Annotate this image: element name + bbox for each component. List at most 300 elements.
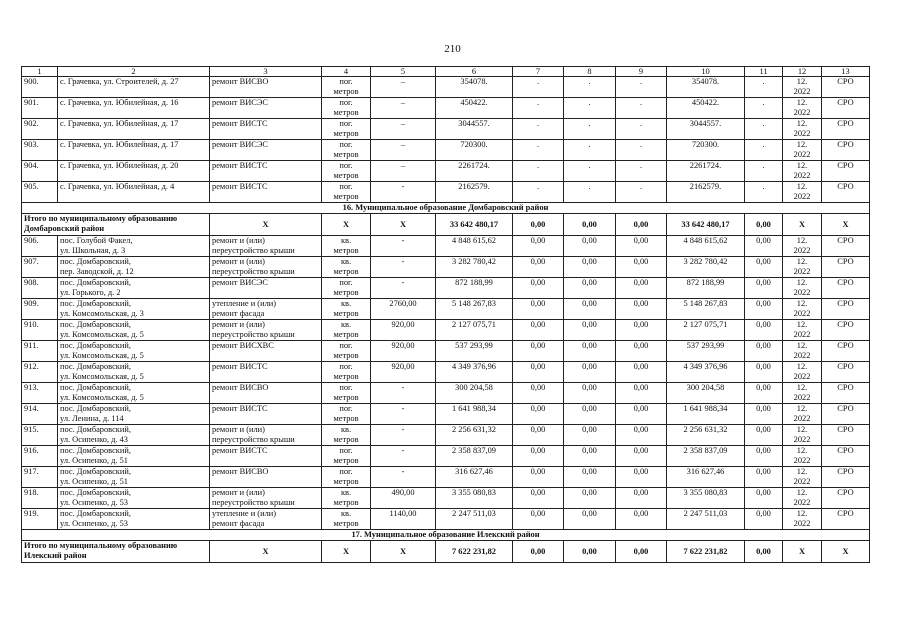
address-cell-line: ул. Осипенко, д. 43 bbox=[60, 434, 128, 444]
work-type-cell-line: утепление и (или) bbox=[212, 299, 277, 308]
row-number: 911. bbox=[22, 341, 58, 362]
work-type-cell-line: ремонт фасада bbox=[212, 518, 265, 528]
table-row bbox=[22, 98, 870, 119]
deadline-cell-line: 12. bbox=[796, 467, 808, 476]
cost-total-cell: 3 355 080,83 bbox=[436, 488, 513, 509]
unit-cell bbox=[322, 509, 371, 530]
address-cell bbox=[58, 299, 210, 320]
address-cell-line: пос. Домбаровский, bbox=[60, 467, 131, 476]
method-cell: СРО bbox=[822, 161, 870, 182]
column-header: 9 bbox=[616, 67, 667, 77]
unit-cell bbox=[322, 404, 371, 425]
row-number: 909. bbox=[22, 299, 58, 320]
work-type-cell bbox=[210, 182, 322, 203]
table-row bbox=[22, 257, 870, 278]
fund-cell: 0,00 bbox=[513, 446, 564, 467]
deadline-cell-line: 12. bbox=[796, 77, 808, 86]
local-budget-cell: 0,00 bbox=[616, 278, 667, 299]
area-cell: 2760,00 bbox=[371, 299, 436, 320]
unit-cell bbox=[322, 488, 371, 509]
deadline-cell-line: 12. bbox=[796, 404, 808, 413]
deadline-cell-line: 12. bbox=[796, 446, 808, 455]
table-row bbox=[22, 161, 870, 182]
method-cell: СРО bbox=[822, 425, 870, 446]
column-header: 7 bbox=[513, 67, 564, 77]
budget-cell: 0,00 bbox=[564, 383, 616, 404]
row-number: 913. bbox=[22, 383, 58, 404]
deadline-cell bbox=[783, 98, 822, 119]
cost-total-cell: 2261724. bbox=[436, 161, 513, 182]
total-value: 0,00 bbox=[616, 541, 667, 563]
address-cell bbox=[58, 320, 210, 341]
local-budget-cell: 0,00 bbox=[616, 404, 667, 425]
method-cell: СРО bbox=[822, 236, 870, 257]
owners-funds-cell: 316 627,46 bbox=[667, 467, 745, 488]
deadline-cell-line: 12. bbox=[796, 341, 808, 350]
deadline-cell-line: 12. bbox=[796, 488, 808, 497]
deadline-cell bbox=[783, 341, 822, 362]
method-cell: СРО bbox=[822, 140, 870, 161]
unit-cell-line: метров bbox=[333, 434, 359, 444]
fund-cell: 0,00 bbox=[513, 425, 564, 446]
address-cell-line: пер. Заводской, д. 12 bbox=[60, 266, 134, 276]
budget-cell: 0,00 bbox=[564, 404, 616, 425]
column-header: 2 bbox=[58, 67, 210, 77]
unit-cell bbox=[322, 161, 371, 182]
local-budget-cell: . bbox=[616, 140, 667, 161]
work-type-cell-line: переустройство крыши bbox=[212, 329, 295, 339]
area-cell: - bbox=[371, 278, 436, 299]
area-cell: – bbox=[371, 119, 436, 140]
deadline-cell bbox=[783, 383, 822, 404]
deadline-cell bbox=[783, 362, 822, 383]
method-cell: СРО bbox=[822, 362, 870, 383]
cost-total-cell: 316 627,46 bbox=[436, 467, 513, 488]
method-cell: СРО bbox=[822, 119, 870, 140]
total-value: X bbox=[322, 214, 371, 236]
deadline-cell-line: 2022 bbox=[793, 308, 811, 318]
address-cell bbox=[58, 509, 210, 530]
work-type-cell bbox=[210, 446, 322, 467]
deadline-cell bbox=[783, 257, 822, 278]
area-cell: - bbox=[371, 236, 436, 257]
method-cell: СРО bbox=[822, 446, 870, 467]
owners-funds-cell: 2162579. bbox=[667, 182, 745, 203]
address-cell-line: ул. Комсомольская, д. 5 bbox=[60, 371, 144, 381]
address-cell-line: пос. Домбаровский, bbox=[60, 362, 131, 371]
unit-cell bbox=[322, 236, 371, 257]
total-value: 33 642 480,17 bbox=[436, 214, 513, 236]
local-budget-cell: . bbox=[616, 119, 667, 140]
area-cell: - bbox=[371, 446, 436, 467]
work-type-cell bbox=[210, 119, 322, 140]
deadline-cell-line: 2022 bbox=[793, 266, 811, 276]
address-cell-line: с. Грачевка, ул. Юбилейная, д. 20 bbox=[60, 161, 179, 170]
specific-cost-cell: 0,00 bbox=[745, 257, 783, 278]
fund-cell: . bbox=[513, 182, 564, 203]
total-value: X bbox=[371, 214, 436, 236]
work-type-cell bbox=[210, 161, 322, 182]
address-cell-line: ул. Комсомольская, д. 5 bbox=[60, 329, 144, 339]
unit-cell-line: метров bbox=[333, 455, 359, 465]
local-budget-cell: 0,00 bbox=[616, 341, 667, 362]
deadline-cell-line: 2022 bbox=[793, 287, 811, 297]
unit-cell-line: метров bbox=[333, 191, 359, 201]
local-budget-cell: . bbox=[616, 77, 667, 98]
work-type-cell bbox=[210, 140, 322, 161]
address-cell bbox=[58, 140, 210, 161]
column-header: 3 bbox=[210, 67, 322, 77]
work-type-cell-line: ремонт ВИСВО bbox=[212, 77, 269, 86]
unit-cell-line: метров bbox=[333, 170, 359, 180]
cost-total-cell: 450422. bbox=[436, 98, 513, 119]
unit-cell-line: пог. bbox=[339, 446, 353, 455]
work-type-cell-line: утепление и (или) bbox=[212, 509, 277, 518]
table-row bbox=[22, 182, 870, 203]
area-cell: 490,00 bbox=[371, 488, 436, 509]
page-number: 210 bbox=[444, 43, 461, 55]
local-budget-cell: 0,00 bbox=[616, 383, 667, 404]
total-value: 0,00 bbox=[564, 541, 616, 563]
method-cell: СРО bbox=[822, 278, 870, 299]
local-budget-cell: 0,00 bbox=[616, 299, 667, 320]
deadline-cell-line: 2022 bbox=[793, 413, 811, 423]
fund-cell: 0,00 bbox=[513, 362, 564, 383]
table-row bbox=[22, 278, 870, 299]
address-cell-line: пос. Домбаровский, bbox=[60, 341, 131, 350]
specific-cost-cell: 0,00 bbox=[745, 404, 783, 425]
budget-cell: 0,00 bbox=[564, 236, 616, 257]
total-value: 7 622 231,82 bbox=[667, 541, 745, 563]
table-row bbox=[22, 236, 870, 257]
address-cell-line: ул. Осипенко, д. 53 bbox=[60, 518, 128, 528]
address-cell-line: с. Грачевка, ул. Юбилейная, д. 17 bbox=[60, 140, 179, 149]
work-type-cell-line: переустройство крыши bbox=[212, 434, 295, 444]
cost-total-cell: 354078. bbox=[436, 77, 513, 98]
area-cell: - bbox=[371, 425, 436, 446]
local-budget-cell: 0,00 bbox=[616, 425, 667, 446]
budget-cell: 0,00 bbox=[564, 278, 616, 299]
unit-cell-line: метров bbox=[333, 308, 359, 318]
deadline-cell-line: 2022 bbox=[793, 86, 811, 96]
total-value: X bbox=[371, 541, 436, 563]
budget-cell: . bbox=[564, 119, 616, 140]
work-type-cell-line: ремонт ВИСЭС bbox=[212, 140, 268, 149]
address-cell-line: пос. Домбаровский, bbox=[60, 509, 131, 518]
cost-total-cell: 2 247 511,03 bbox=[436, 509, 513, 530]
work-type-cell-line: ремонт ВИСЭС bbox=[212, 278, 268, 287]
unit-cell-line: пог. bbox=[339, 362, 353, 371]
total-row bbox=[22, 541, 870, 563]
unit-cell-line: пог. bbox=[339, 77, 353, 86]
table-row bbox=[22, 383, 870, 404]
method-cell: СРО bbox=[822, 98, 870, 119]
address-cell-line: ул. Осипенко, д. 53 bbox=[60, 497, 128, 507]
area-cell: - bbox=[371, 404, 436, 425]
deadline-cell-line: 12. bbox=[796, 509, 808, 518]
fund-cell: 0,00 bbox=[513, 404, 564, 425]
address-cell-line: пос. Домбаровский, bbox=[60, 383, 131, 392]
deadline-cell-line: 2022 bbox=[793, 149, 811, 159]
work-type-cell-line: ремонт и (или) bbox=[212, 320, 265, 329]
budget-cell: . bbox=[564, 98, 616, 119]
fund-cell: . bbox=[513, 77, 564, 98]
fund-cell: 0,00 bbox=[513, 488, 564, 509]
address-cell-line: с. Грачевка, ул. Юбилейная, д. 17 bbox=[60, 119, 179, 128]
unit-cell bbox=[322, 140, 371, 161]
column-header: 12 bbox=[783, 67, 822, 77]
work-type-cell-line: ремонт и (или) bbox=[212, 236, 265, 245]
cost-total-cell: 3 282 780,42 bbox=[436, 257, 513, 278]
deadline-cell-line: 2022 bbox=[793, 128, 811, 138]
method-cell: СРО bbox=[822, 77, 870, 98]
unit-cell-line: пог. bbox=[339, 341, 353, 350]
deadline-cell bbox=[783, 425, 822, 446]
cost-total-cell: 872 188,99 bbox=[436, 278, 513, 299]
specific-cost-cell: 0,00 bbox=[745, 236, 783, 257]
work-type-cell bbox=[210, 320, 322, 341]
deadline-cell-line: 2022 bbox=[793, 191, 811, 201]
address-cell bbox=[58, 98, 210, 119]
row-number: 914. bbox=[22, 404, 58, 425]
table-row bbox=[22, 467, 870, 488]
deadline-cell bbox=[783, 119, 822, 140]
row-number: 906. bbox=[22, 236, 58, 257]
unit-cell-line: кв. bbox=[340, 488, 352, 497]
unit-cell-line: пог. bbox=[339, 467, 353, 476]
fund-cell: 0,00 bbox=[513, 278, 564, 299]
area-cell: - bbox=[371, 383, 436, 404]
address-cell bbox=[58, 362, 210, 383]
unit-cell bbox=[322, 467, 371, 488]
work-type-cell-line: ремонт ВИСВО bbox=[212, 467, 269, 476]
total-value: 33 642 480,17 bbox=[667, 214, 745, 236]
deadline-cell-line: 12. bbox=[796, 299, 808, 308]
specific-cost-cell: 0,00 bbox=[745, 488, 783, 509]
work-type-cell-line: ремонт ВИСТС bbox=[212, 119, 268, 128]
fund-cell: 0,00 bbox=[513, 467, 564, 488]
local-budget-cell: 0,00 bbox=[616, 488, 667, 509]
work-type-cell-line: ремонт и (или) bbox=[212, 425, 265, 434]
area-cell: – bbox=[371, 77, 436, 98]
row-number: 916. bbox=[22, 446, 58, 467]
local-budget-cell: . bbox=[616, 182, 667, 203]
budget-cell: 0,00 bbox=[564, 446, 616, 467]
unit-cell-line: метров bbox=[333, 86, 359, 96]
row-number: 905. bbox=[22, 182, 58, 203]
owners-funds-cell: 3044557. bbox=[667, 119, 745, 140]
budget-cell: . bbox=[564, 161, 616, 182]
work-type-cell-line: переустройство крыши bbox=[212, 266, 295, 276]
address-cell-line: ул. Горького, д. 2 bbox=[60, 287, 121, 297]
address-cell bbox=[58, 488, 210, 509]
address-cell-line: ул. Осипенко, д. 51 bbox=[60, 455, 128, 465]
address-cell-line: ул. Ленина, д. 114 bbox=[60, 413, 124, 423]
method-cell: СРО bbox=[822, 509, 870, 530]
section-header-row bbox=[22, 530, 870, 541]
work-type-cell-line: ремонт ВИСВО bbox=[212, 383, 269, 392]
unit-cell-line: метров bbox=[333, 287, 359, 297]
work-type-cell bbox=[210, 362, 322, 383]
work-type-cell bbox=[210, 383, 322, 404]
unit-cell bbox=[322, 299, 371, 320]
specific-cost-cell: 0,00 bbox=[745, 446, 783, 467]
fund-cell: 0,00 bbox=[513, 299, 564, 320]
deadline-cell bbox=[783, 320, 822, 341]
work-type-cell bbox=[210, 488, 322, 509]
specific-cost-cell: 0,00 bbox=[745, 362, 783, 383]
owners-funds-cell: 872 188,99 bbox=[667, 278, 745, 299]
work-type-cell-line: ремонт ВИСЭС bbox=[212, 98, 268, 107]
column-header: 5 bbox=[371, 67, 436, 77]
total-value: X bbox=[322, 541, 371, 563]
method-cell: СРО bbox=[822, 299, 870, 320]
work-type-cell-line: ремонт и (или) bbox=[212, 488, 265, 497]
owners-funds-cell: 2 247 511,03 bbox=[667, 509, 745, 530]
unit-cell bbox=[322, 182, 371, 203]
work-type-cell bbox=[210, 77, 322, 98]
method-cell: СРО bbox=[822, 383, 870, 404]
column-header: 13 bbox=[822, 67, 870, 77]
total-value: 0,00 bbox=[513, 214, 564, 236]
owners-funds-cell: 354078. bbox=[667, 77, 745, 98]
owners-funds-cell: 2 256 631,32 bbox=[667, 425, 745, 446]
cost-total-cell: 4 848 615,62 bbox=[436, 236, 513, 257]
address-cell bbox=[58, 425, 210, 446]
unit-cell-line: пог. bbox=[339, 140, 353, 149]
unit-cell-line: метров bbox=[333, 392, 359, 402]
unit-cell-line: метров bbox=[333, 518, 359, 528]
fund-cell: . bbox=[513, 140, 564, 161]
specific-cost-cell: . bbox=[745, 182, 783, 203]
address-cell bbox=[58, 383, 210, 404]
deadline-cell-line: 12. bbox=[796, 140, 808, 149]
cost-total-cell: 1 641 988,34 bbox=[436, 404, 513, 425]
address-cell-line: пос. Домбаровский, bbox=[60, 257, 131, 266]
column-header: 6 bbox=[436, 67, 513, 77]
address-cell-line: пос. Домбаровский, bbox=[60, 278, 131, 287]
address-cell bbox=[58, 257, 210, 278]
row-number: 900. bbox=[22, 77, 58, 98]
method-cell: СРО bbox=[822, 182, 870, 203]
table-row bbox=[22, 488, 870, 509]
address-cell-line: ул. Комсомольская, д. 5 bbox=[60, 350, 144, 360]
deadline-cell-line: 12. bbox=[796, 236, 808, 245]
address-cell bbox=[58, 467, 210, 488]
table-row bbox=[22, 320, 870, 341]
table-row bbox=[22, 446, 870, 467]
deadline-cell-line: 12. bbox=[796, 161, 808, 170]
total-value: X bbox=[783, 541, 822, 563]
fund-cell: 0,00 bbox=[513, 236, 564, 257]
method-cell: СРО bbox=[822, 467, 870, 488]
area-cell: – bbox=[371, 98, 436, 119]
cost-total-cell: 2 256 631,32 bbox=[436, 425, 513, 446]
unit-cell-line: метров bbox=[333, 245, 359, 255]
address-cell-line: пос. Домбаровский, bbox=[60, 425, 131, 434]
unit-cell bbox=[322, 257, 371, 278]
area-cell: 920,00 bbox=[371, 320, 436, 341]
method-cell: СРО bbox=[822, 341, 870, 362]
section-header-row bbox=[22, 203, 870, 214]
work-type-cell bbox=[210, 98, 322, 119]
address-cell-line: ул. Школьная, д. 3 bbox=[60, 245, 126, 255]
deadline-cell-line: 2022 bbox=[793, 455, 811, 465]
address-cell bbox=[58, 236, 210, 257]
cost-total-cell: 3044557. bbox=[436, 119, 513, 140]
total-row bbox=[22, 214, 870, 236]
address-cell-line: пос. Домбаровский, bbox=[60, 404, 131, 413]
work-type-cell bbox=[210, 509, 322, 530]
owners-funds-cell: 3 355 080,83 bbox=[667, 488, 745, 509]
budget-cell: 0,00 bbox=[564, 467, 616, 488]
deadline-cell-line: 2022 bbox=[793, 350, 811, 360]
specific-cost-cell: . bbox=[745, 119, 783, 140]
fund-cell: . bbox=[513, 98, 564, 119]
specific-cost-cell: 0,00 bbox=[745, 509, 783, 530]
address-cell bbox=[58, 161, 210, 182]
total-value: X bbox=[822, 541, 870, 563]
budget-cell: . bbox=[564, 77, 616, 98]
owners-funds-cell: 537 293,99 bbox=[667, 341, 745, 362]
deadline-cell bbox=[783, 140, 822, 161]
method-cell: СРО bbox=[822, 257, 870, 278]
work-type-cell bbox=[210, 404, 322, 425]
area-cell: - bbox=[371, 257, 436, 278]
column-header: 11 bbox=[745, 67, 783, 77]
deadline-cell bbox=[783, 404, 822, 425]
total-value: 0,00 bbox=[745, 541, 783, 563]
address-cell bbox=[58, 278, 210, 299]
specific-cost-cell: . bbox=[745, 77, 783, 98]
table-row bbox=[22, 299, 870, 320]
unit-cell-line: кв. bbox=[340, 299, 352, 308]
address-cell-line: пос. Домбаровский, bbox=[60, 446, 131, 455]
address-cell bbox=[58, 119, 210, 140]
deadline-cell-line: 2022 bbox=[793, 371, 811, 381]
budget-cell: 0,00 bbox=[564, 488, 616, 509]
method-cell: СРО bbox=[822, 404, 870, 425]
column-header: 8 bbox=[564, 67, 616, 77]
total-value: 7 622 231,82 bbox=[436, 541, 513, 563]
deadline-cell-line: 2022 bbox=[793, 170, 811, 180]
cost-total-cell: 5 148 267,83 bbox=[436, 299, 513, 320]
local-budget-cell: . bbox=[616, 98, 667, 119]
budget-cell: 0,00 bbox=[564, 362, 616, 383]
method-cell: СРО bbox=[822, 488, 870, 509]
address-cell bbox=[58, 341, 210, 362]
total-value: X bbox=[210, 214, 322, 236]
budget-cell: . bbox=[564, 182, 616, 203]
unit-cell-line: кв. bbox=[340, 425, 352, 434]
owners-funds-cell: 450422. bbox=[667, 98, 745, 119]
unit-cell-line: пог. bbox=[339, 278, 353, 287]
deadline-cell-line: 12. bbox=[796, 119, 808, 128]
unit-cell-line: метров bbox=[333, 371, 359, 381]
method-cell: СРО bbox=[822, 320, 870, 341]
unit-cell-line: пог. bbox=[339, 161, 353, 170]
work-type-cell bbox=[210, 278, 322, 299]
deadline-cell bbox=[783, 446, 822, 467]
cost-total-cell: 720300. bbox=[436, 140, 513, 161]
deadline-cell bbox=[783, 299, 822, 320]
unit-cell-line: метров bbox=[333, 266, 359, 276]
row-number: 918. bbox=[22, 488, 58, 509]
unit-cell bbox=[322, 320, 371, 341]
work-type-cell-line: ремонт ВИСТС bbox=[212, 182, 268, 191]
work-type-cell bbox=[210, 341, 322, 362]
fund-cell: 0,00 bbox=[513, 383, 564, 404]
